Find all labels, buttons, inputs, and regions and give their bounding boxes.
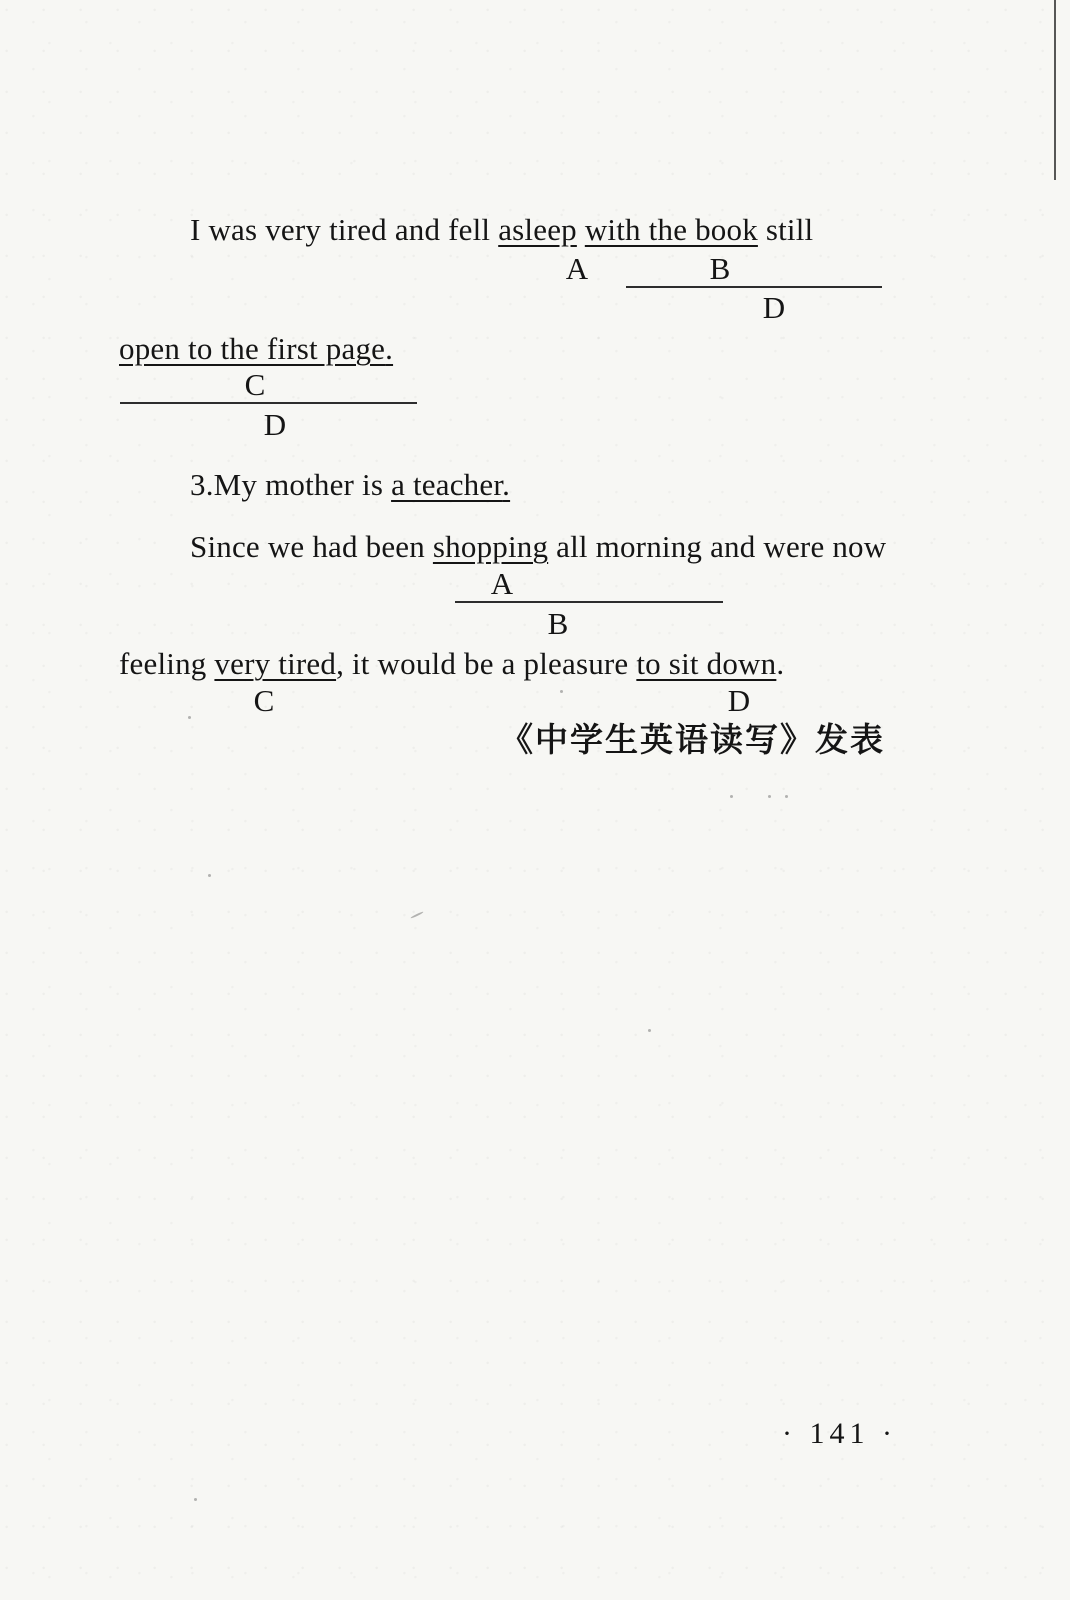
sentence-1-space bbox=[577, 212, 585, 247]
sentence-1-rule-d-top bbox=[626, 286, 882, 288]
sentence-3-suffix: all morning and were now bbox=[548, 529, 887, 564]
publication-source: 《中学生英语读写》发表 bbox=[500, 720, 885, 759]
sentence-1-line-2 bbox=[119, 331, 393, 367]
sentence-2-underlined-answer: a teacher bbox=[391, 467, 503, 502]
sentence-2-prefix: My mother is bbox=[213, 467, 392, 502]
sentence-1-label-a: A bbox=[565, 251, 589, 286]
paper-speck bbox=[768, 795, 771, 798]
paper-speck bbox=[208, 874, 211, 877]
page-edge-line bbox=[1054, 0, 1056, 180]
sentence-3-label-d: D bbox=[727, 683, 751, 718]
sentence-3-middle: , it would be a pleasure bbox=[336, 646, 637, 681]
paper-mark bbox=[410, 911, 423, 919]
sentence-1-period: . bbox=[385, 331, 394, 366]
sentence-3-prefix: Since we had been bbox=[190, 529, 433, 564]
sentence-1-underlined-a: asleep bbox=[498, 212, 577, 247]
sentence-3-period: . bbox=[776, 646, 785, 681]
paper-speck bbox=[560, 690, 563, 693]
sentence-2 bbox=[190, 467, 510, 503]
sentence-1-suffix: still bbox=[757, 212, 814, 247]
sentence-3-underlined-c: very tired bbox=[214, 646, 337, 681]
sentence-3-line-2 bbox=[119, 646, 784, 682]
sentence-3-underlined-d: to sit down bbox=[636, 646, 777, 681]
sentence-3-line-2-prefix: feeling bbox=[119, 646, 215, 681]
sentence-1-label-d-bottom: D bbox=[263, 407, 287, 442]
sentence-2-period: . bbox=[502, 467, 511, 502]
sentence-1-label-b: B bbox=[709, 251, 731, 286]
sentence-3-label-c: C bbox=[253, 683, 275, 718]
page-number: · 141 · bbox=[782, 1417, 897, 1450]
paper-speck bbox=[785, 795, 788, 798]
sentence-1-underlined-b: with the book bbox=[584, 212, 758, 247]
sentence-1-rule-d-bottom bbox=[120, 402, 417, 404]
sentence-1-label-c: C bbox=[244, 367, 266, 402]
question-number-3: 3. bbox=[190, 467, 214, 502]
sentence-1-underlined-c: open to the first page bbox=[119, 331, 386, 366]
sentence-1-line-1 bbox=[190, 212, 813, 248]
paper-speck bbox=[730, 795, 733, 798]
sentence-1-label-d-top: D bbox=[762, 290, 786, 325]
sentence-3-rule-b bbox=[455, 601, 723, 603]
sentence-3-underlined-a: shopping bbox=[432, 529, 549, 564]
paper-speck bbox=[188, 716, 191, 719]
paper-speck bbox=[648, 1029, 651, 1032]
sentence-3-label-b: B bbox=[547, 606, 569, 641]
paper-speck bbox=[194, 1498, 197, 1501]
sentence-1-prefix: I was very tired and fell bbox=[190, 212, 499, 247]
sentence-3-label-a: A bbox=[490, 566, 514, 601]
sentence-3-line-1 bbox=[190, 529, 886, 565]
